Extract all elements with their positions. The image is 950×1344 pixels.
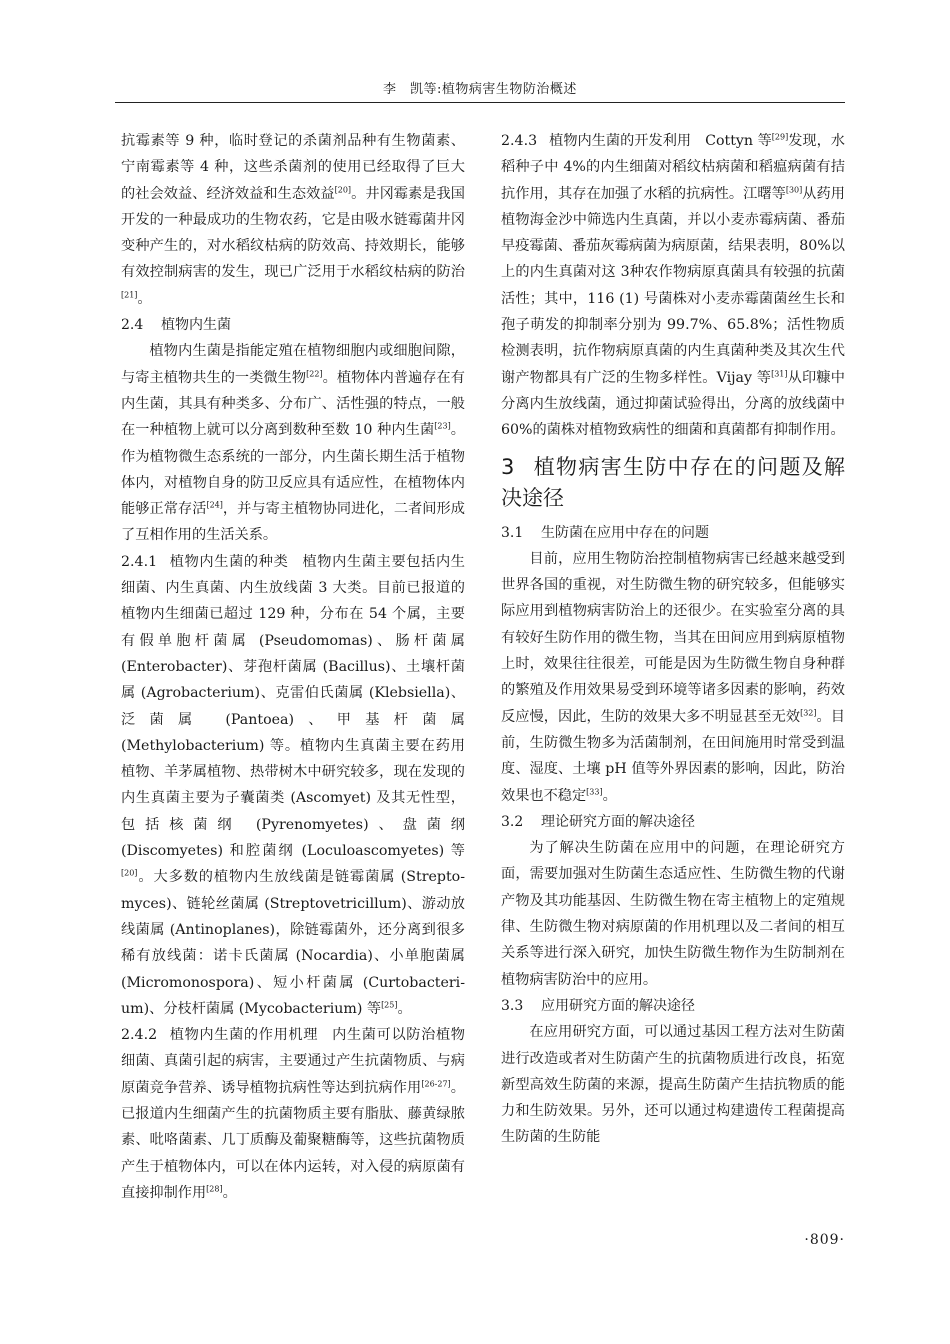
- text: 。植物体内普遍存在有内生菌，其具有种类多、分布广、活性强的特点，一般在一种植物上就可以分离到数种至数 10 种内生菌: [121, 369, 465, 439]
- right-column: [501, 128, 845, 1151]
- citation: [32]: [800, 707, 817, 717]
- application-problems-paragraph: [501, 546, 845, 809]
- citation: [30]: [785, 184, 803, 194]
- page-number: ·809·: [804, 1232, 845, 1248]
- application-solutions-paragraph: 在应用研究方面，可以通过基因工程方法对生防菌进行改造或者对生防菌产生的抗菌物质进行改良，拓宽新型高效生防菌的来源，提高生防菌产生拮抗物质的能力和生防效果。另外，还可以通过构建遗传工程菌提高生防菌的生防能: [501, 1024, 845, 1146]
- text: 。作为植物微生态系统的一部分，内生菌长期生活于植物体内，对植物自身的防卫反应具有适应性，在植物体内能够正常存活: [121, 422, 465, 518]
- text: Cottyn 等: [705, 133, 772, 149]
- punct: 。: [397, 1000, 412, 1017]
- intro-text: 抗霉素等 9 种，临时登记的杀菌剂品种有生物菌素、宁南霉素等 4 种，这些杀菌剂的使用已经取得了巨大的社会效益、经济效益和生态效益: [121, 133, 465, 202]
- text: 。目前，生防微生物多为活菌制剂，在田间施用时常受到温度、湿度、土壤 pH 值等外界因素的影响，因此，防治效果也不稳定: [501, 708, 845, 804]
- section-heading-3-2: [501, 809, 845, 835]
- text: 从印糠中分离内生放线菌，通过抑菌试验得出，分离的放线菌中 60%的菌株对植物致病性的细菌和真菌都有抑制作用。: [501, 369, 845, 439]
- section-heading-2-4: [121, 312, 465, 338]
- citation: [22]: [306, 368, 323, 378]
- citation: [28]: [206, 1184, 223, 1194]
- section-number: 3: [501, 454, 515, 479]
- text: 从药用植物海金沙中筛选内生真菌，并以小麦赤霉病菌、番茄早疫霉菌、番茄灰霉病菌为病原菌，结果表明，80%以上的内生真菌对这 3种农作物病原真菌具有较强的抗菌活性；其中，116 (1) 号菌株对小麦赤霉菌菌丝生长和孢子萌发的抑制率分别为 99.7%、65.8%；活性物质检测表明，抗作物病原真菌的内生真菌种类及其次生代谢产物都具有广泛的生物多样性。Vijay 等: [501, 185, 845, 386]
- section-title: 植物内生菌: [161, 317, 231, 334]
- section-heading-3-3: [501, 993, 845, 1019]
- section-title: 应用研究方面的解决途径: [541, 997, 695, 1014]
- endophyte-types-paragraph: [121, 549, 465, 1022]
- citation: [26-27]: [421, 1078, 451, 1088]
- punct: 。: [351, 185, 366, 202]
- citation: [29]: [771, 132, 789, 142]
- citation: [24]: [206, 500, 223, 510]
- endophyte-utilization-paragraph: [501, 128, 845, 444]
- theory-solutions-paragraph: 为了解决生防菌在应用中的问题，在理论研究方面，需要加强对生防菌生态适应性、生防微生物的代谢产物及其功能基因、生防微生物在寄主植物上的定殖规律、生防微生物对病原菌的作用机理以及二者间的相互关系等进行深入研究，加快生防微生物作为生防制剂在植物病害防治中的应用。: [501, 840, 845, 988]
- intro-paragraph: [121, 128, 465, 312]
- citation: [23]: [434, 421, 451, 431]
- endophyte-definition-paragraph: [121, 338, 465, 548]
- section-title: 生防菌在应用中存在的问题: [541, 524, 709, 541]
- left-column: [121, 128, 465, 1206]
- punct: 。: [137, 290, 152, 307]
- text: 植物内生菌主要包括内生细菌、内生真菌、内生放线菌 3 大类。目前已报道的植物内生细菌已超过 129 种，分布在 54 个属，主要有假单胞杆菌属 (Pseudomomas)、肠杆菌属 (Enterobacter)、芽孢杆菌属 (Bacillus)、土壤杆菌属 (Agrobacterium)、克雷伯氏菌属 (Klebsiella)、泛菌属 (Pantoea)、甲基杆菌属 (Methylobacterium) 等。植物内生真菌主要在药用植物、羊茅属植物、热带树木中研究较多，现在发现的内生真菌主要为子囊菌类 (Ascomyet) 及其无性型，包括核菌纲 (Pyrenomyetes)、盘菌纲 (Discomyetes) 和腔菌纲 (Loculoascomyetes) 等: [121, 553, 465, 860]
- section-number: 3.2: [501, 813, 524, 830]
- citation: [31]: [771, 368, 788, 378]
- punct: 。: [602, 787, 617, 804]
- section-title: 植物内生菌的开发利用: [549, 133, 692, 149]
- text: 。已报道内生细菌产生的抗菌物质主要有脂肽、藤黄绿脓素、吡咯菌素、几丁质酶及葡聚糖酶等，这些抗菌物质产生于植物体内，可以在体内运转，对入侵的病原菌有直接抑制作用: [121, 1079, 465, 1201]
- section-number: 3.3: [501, 997, 524, 1014]
- header-rule: [115, 102, 845, 103]
- text: ，并与寄主植物协同进化，二者间形成了互相作用的生活关系。: [121, 501, 465, 544]
- section-number: 2.4.3: [501, 133, 538, 149]
- section-title: 植物病害生防中存在的问题及解决途径: [501, 454, 845, 510]
- jinggangmycin-text: 井冈霉素是我国开发的一种最成功的生物农药，它是由吸水链霉菌井冈变种产生的，对水稻纹枯病的防效高、持效期长，能够有效控制病害的发生，现已广泛用于水稻纹枯病的防治: [121, 185, 465, 281]
- section-title: 植物内生菌的种类: [169, 553, 289, 570]
- section-title: 理论研究方面的解决途径: [541, 813, 695, 830]
- citation: [33]: [586, 786, 603, 796]
- endophyte-mechanism-paragraph: [121, 1022, 465, 1206]
- section-title: 植物内生菌的作用机理: [169, 1027, 319, 1044]
- text: 内生菌可以防治植物细菌、真菌引起的病害，主要通过产生抗菌物质、与病原菌竞争营养、诱导植物抗病性等达到抗病作用: [121, 1027, 465, 1096]
- text: 。大多数的植物内生放线菌是链霉菌属 (Strepto-myces)、链轮丝菌属 (Streptovetricillum)、游动放线菌属 (Antinoplanes)，除链霉菌外，还分离到很多稀有放线菌：诺卡氏菌属 (Nocardia)、小单胞菌属 (Micromonospora)、短小杆菌属 (Curtobacteri-um)、分枝杆菌属 (Mycobacterium) 等: [121, 869, 465, 1017]
- citation: [20]: [121, 868, 138, 878]
- citation: [25]: [381, 1000, 398, 1010]
- text: 发现，水稻种子中 4%的内生细菌对稻纹枯病菌和稻瘟病菌有拮抗作用，其存在加强了水稻的抗病性。江曙等: [501, 133, 845, 202]
- running-header: 李 凯等:植物病害生物防治概述: [383, 82, 577, 97]
- text: 目前，应用生物防治控制植物病害已经越来越受到世界各国的重视，对生防微生物的研究较多，但能够实际应用到植物病害防治上的还很少。在实验室分离的具有较好生防作用的微生物，当其在田间应用到病原植物上时，效果往往很差，可能是因为生防微生物自身种群的繁殖及作用效果易受到环境等诸多因素的影响，药效反应慢，因此，生防的效果大多不明显甚至无效: [501, 550, 845, 725]
- punct: 。: [222, 1184, 237, 1201]
- citation: [20]: [334, 184, 352, 194]
- section-heading-3-1: [501, 520, 845, 546]
- text: 植物内生菌是指能定殖在植物细胞内或细胞间隙，与寄主植物共生的一类微生物: [121, 343, 465, 386]
- section-number: 2.4.2: [121, 1027, 158, 1044]
- section-number: 3.1: [501, 524, 524, 541]
- section-number: 2.4: [121, 317, 144, 334]
- section-number: 2.4.1: [121, 553, 158, 570]
- section-heading-3: [501, 452, 845, 514]
- citation: [21]: [121, 290, 138, 300]
